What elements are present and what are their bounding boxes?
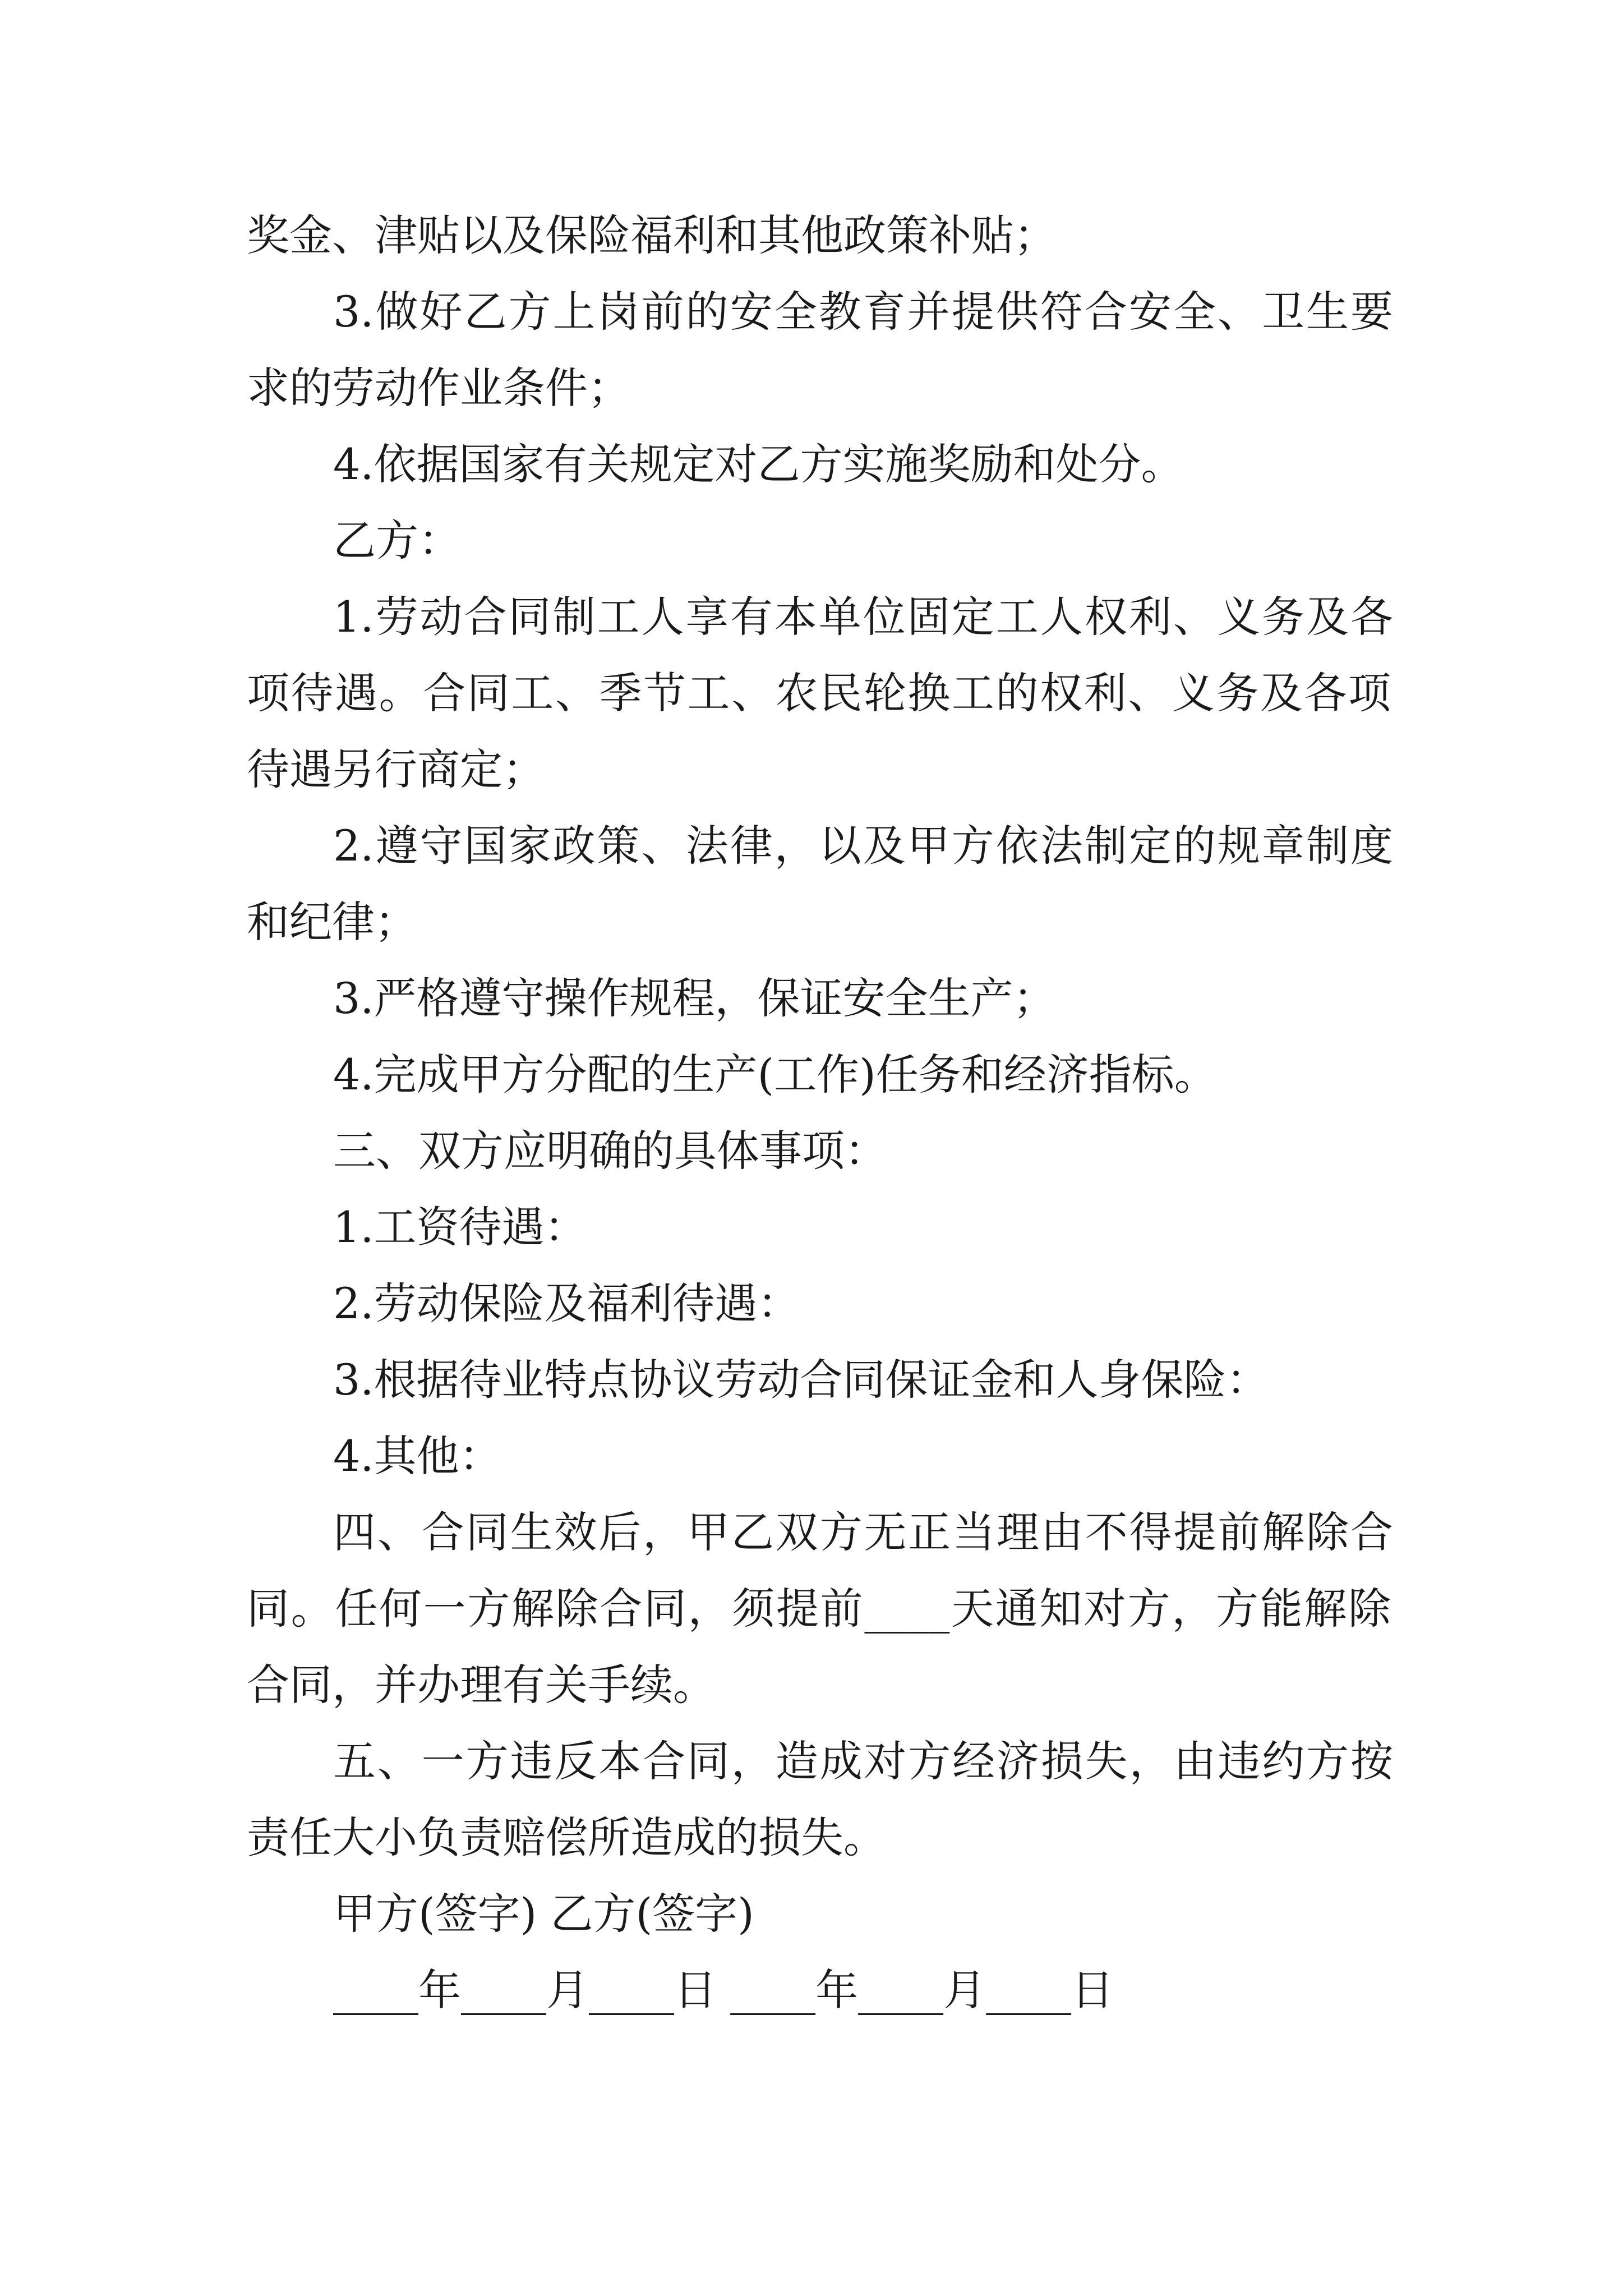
text-line: 4.完成甲方分配的生产(工作)任务和经济指标。 — [333, 1050, 1217, 1099]
text-line: 求的劳动作业条件； — [247, 363, 630, 413]
text-line: 奖金、津贴以及保险福利和其他政策补贴； — [247, 210, 1057, 260]
section-heading: 乙方： — [333, 516, 461, 565]
text-line: 4.其他： — [333, 1431, 502, 1481]
signature-line: 甲方(签字) 乙方(签字) — [333, 1889, 754, 1939]
text-line: 2.遵守国家政策、法律，以及甲方依法制定的规章制度 — [333, 821, 1393, 871]
text-line: 合同，并办理有关手续。 — [247, 1660, 716, 1710]
text-line: 同。任何一方解除合同，须提前____天通知对方，方能解除 — [247, 1584, 1391, 1634]
text-line: 3.根据待业特点协议劳动合同保证金和人身保险： — [333, 1355, 1269, 1405]
text-line: 4.依据国家有关规定对乙方实施奖励和处分。 — [333, 439, 1184, 489]
text-line: 1.工资待遇： — [333, 1202, 587, 1252]
text-line: 2.劳动保险及福利待遇： — [333, 1278, 800, 1328]
section-heading: 三、双方应明确的具体事项： — [333, 1126, 887, 1176]
text-line: 待遇另行商定； — [247, 744, 545, 794]
text-line: 3.严格遵守操作规程，保证安全生产； — [333, 973, 1056, 1023]
text-line: 责任大小负责赔偿所造成的损失。 — [247, 1812, 886, 1862]
text-line: 和纪律； — [247, 897, 417, 947]
text-line: 项待遇。合同工、季节工、农民轮换工的权利、义务及各项 — [247, 668, 1391, 718]
text-line: 1.劳动合同制工人享有本单位固定工人权利、义务及各 — [333, 592, 1393, 642]
section-heading: 五、一方违反本合同，造成对方经济损失，由违约方按 — [333, 1736, 1393, 1786]
date-line: ____年____月____日 ____年____月____日 — [333, 1965, 1114, 2015]
text-line: 3.做好乙方上岗前的安全教育并提供符合安全、卫生要 — [333, 287, 1393, 337]
section-heading: 四、合同生效后，甲乙双方无正当理由不得提前解除合 — [333, 1507, 1393, 1557]
